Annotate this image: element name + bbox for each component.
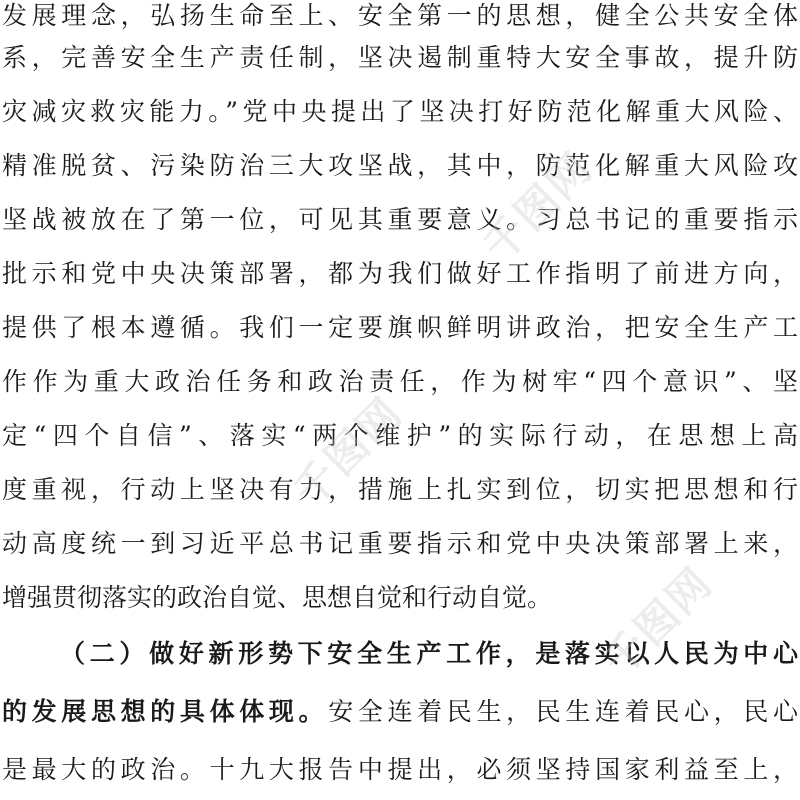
section-line-2 xyxy=(0,684,800,740)
watermark-top: 千图网 xyxy=(473,142,602,271)
watermark-middle: 千图网 xyxy=(283,387,412,516)
section-heading xyxy=(0,626,800,682)
body-line-11: 动高度统一到习近平总书记重要指示和党中央决策部署上来， xyxy=(2,529,798,558)
body-line-5: 坚战被放在了第一位，可见其重要意义。习总书记的重要指示 xyxy=(2,205,798,234)
body-line-7: 提供了根本遵循。我们一定要旗帜鲜明讲政治，把安全生产工 xyxy=(2,313,798,342)
section-line-3: 是最大的政治。十九大报告中提出，必须坚持国家利益至上， xyxy=(2,755,798,784)
body-line-4: 精准脱贫、污染防治三大攻坚战，其中，防范化解重大风险攻 xyxy=(2,151,798,180)
body-line-2: 系，完善安全生产责任制，坚决遏制重特大安全事故，提升防 xyxy=(2,43,798,72)
body-line-3: 灾减灾救灾能力。”党中央提出了坚决打好防范化解重大风险、 xyxy=(2,97,798,126)
watermark-bottom: 千图网 xyxy=(593,557,722,686)
section-line-2-rest: 安全连着民生，民生连着民心，民心 xyxy=(328,697,798,726)
body-line-9: 定“四个自信”、落实“两个维护”的实际行动，在思想上高 xyxy=(2,421,798,450)
body-line-6: 批示和党中央决策部署，都为我们做好工作指明了前进方向， xyxy=(2,259,798,288)
body-line-1: 发展理念，弘扬生命至上、安全第一的思想，健全公共安全体 xyxy=(2,1,798,30)
body-line-12: 增强贯彻落实的政治自觉、思想自觉和行动自觉。 xyxy=(2,583,553,612)
section-heading-continued: 的发展思想的具体体现。 xyxy=(2,697,329,726)
section-heading-text: （二）做好新形势下安全生产工作，是落实以人民为中心 xyxy=(60,639,798,668)
body-line-10: 度重视，行动上坚决有力，措施上扎实到位，切实把思想和行 xyxy=(2,475,798,504)
body-line-8: 作作为重大政治任务和政治责任，作为树牢“四个意识”、坚 xyxy=(2,367,798,396)
